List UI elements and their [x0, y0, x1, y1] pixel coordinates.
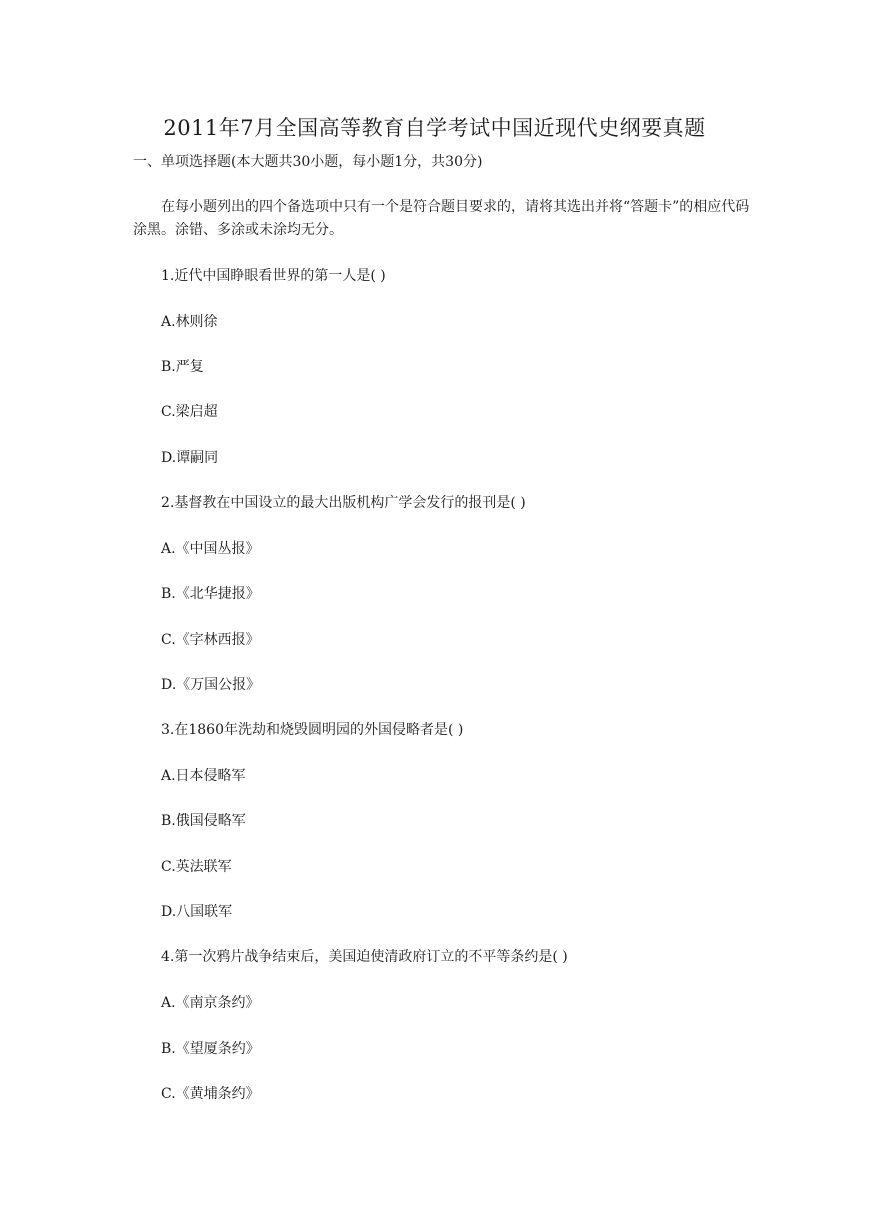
answer-option: C.英法联军	[161, 859, 232, 875]
answer-option: C.梁启超	[161, 404, 218, 420]
answer-option: B.《北华捷报》	[161, 586, 260, 602]
document-title: 2011年7月全国高等教育自学考试中国近现代史纲要真题	[163, 116, 706, 140]
answer-option: A.《中国丛报》	[161, 541, 260, 557]
answer-option: B.俄国侵略军	[161, 813, 246, 829]
question-stem: 1.近代中国睁眼看世界的第一人是( )	[161, 268, 386, 284]
answer-option: C.《黄埔条约》	[161, 1086, 260, 1102]
section-heading: 一、单项选择题(本大题共30小题，每小题1分，共30分)	[133, 154, 483, 170]
answer-option: A.林则徐	[161, 314, 218, 330]
answer-option: A.日本侵略军	[161, 768, 246, 784]
answer-option: B.严复	[161, 359, 204, 375]
answer-option: D.谭嗣同	[161, 450, 219, 466]
answer-option: B.《望厦条约》	[161, 1041, 260, 1057]
question-stem: 3.在1860年洗劫和烧毁圆明园的外国侵略者是( )	[161, 722, 464, 738]
answer-option: D.八国联军	[161, 904, 233, 920]
question-stem: 4.第一次鸦片战争结束后，美国迫使清政府订立的不平等条约是( )	[161, 949, 568, 965]
instructions-paragraph: 在每小题列出的四个备选项中只有一个是符合题目要求的，请将其选出并将“答题卡”的相应代码涂黑。涂错、多涂或未涂均无分。	[133, 199, 750, 238]
answer-option: D.《万国公报》	[161, 677, 261, 693]
answer-option: A.《南京条约》	[161, 995, 260, 1011]
answer-option: C.《字林西报》	[161, 632, 260, 648]
question-stem: 2.基督教在中国设立的最大出版机构广学会发行的报刊是( )	[161, 495, 526, 511]
